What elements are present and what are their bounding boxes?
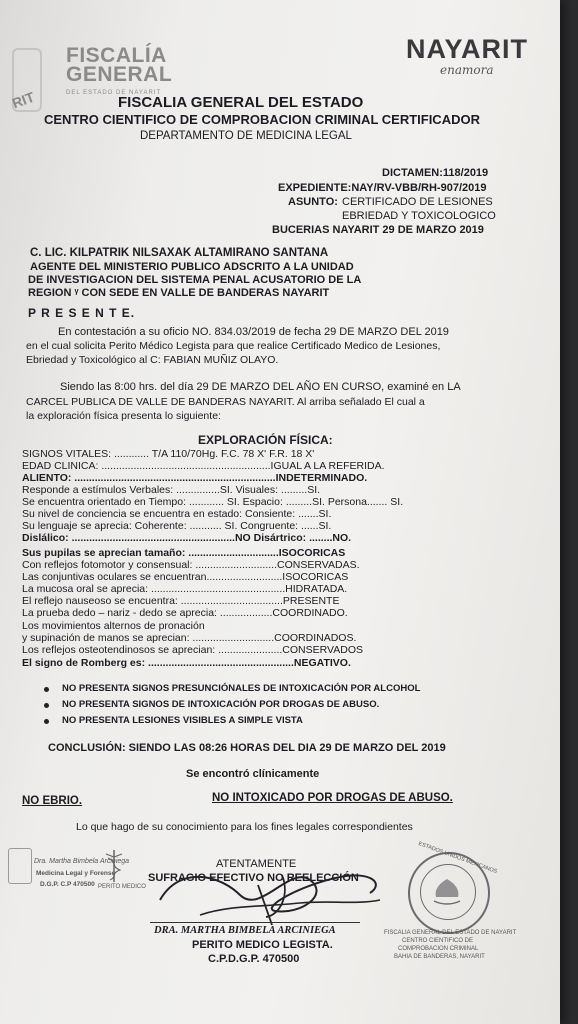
body-p1-line2: en el cual solicita Perito Médico Legista para que realice Certificado Medico de Lesiones, bbox=[26, 340, 441, 352]
exam-row: Los movimientos alternos de pronación bbox=[22, 620, 205, 632]
seal-text-3: COMPROBACION CRIMINAL bbox=[398, 946, 479, 952]
found-clinically: Se encontró clínicamente bbox=[186, 768, 320, 780]
exam-row: EDAD CLINICA: ..........................................................IGUAL A LA REFERIDA. bbox=[22, 460, 385, 472]
result-no-ebrio: NO EBRIO. bbox=[22, 795, 83, 807]
left-stamp-id: D.G.P. C.P 470500 bbox=[40, 881, 95, 888]
body-p1-line1: En contestación a su oficio NO. 834.03/2019 de fecha 29 DE MARZO DEL 2019 bbox=[58, 326, 449, 338]
exam-row: Con reflejos fotomotor y consensual: ............................CONSERVADAS. bbox=[22, 559, 360, 571]
body-p2-line2: CARCEL PUBLICA DE VALLE DE BANDERAS NAYARIT. Al arriba señalado El cual a bbox=[26, 396, 425, 408]
asunto-label: ASUNTO: bbox=[288, 196, 338, 208]
body-p1-line3: Ebriedad y Toxicológico al C: FABIAN MUÑIZ OLAYO. bbox=[26, 354, 279, 366]
place-date: BUCERIAS NAYARIT 29 DE MARZO 2019 bbox=[272, 224, 484, 236]
exam-row: Su lenguaje se aprecia: Coherente: ........... SI. Congruente: ......SI. bbox=[22, 520, 332, 532]
signer-title: PERITO MEDICO LEGISTA. bbox=[192, 939, 333, 951]
exam-row: Los reflejos osteotendinosos se aprecian: ......................CONSERVADOS bbox=[22, 644, 364, 656]
seal-text-1: FISCALIA GENERAL DEL ESTADO DE NAYARIT bbox=[384, 930, 517, 936]
exam-row: SIGNOS VITALES: ............ T/A 110/70Hg. F.C. 78 X' F.R. 18 X' bbox=[22, 448, 315, 460]
signer-name: DRA. MARTHA BIMBELA ARCINIEGA bbox=[154, 925, 336, 936]
exam-row: Su nivel de conciencia se encuentra en estado: Consiente: .......SI. bbox=[22, 508, 332, 520]
conclusion: CONCLUSIÓN: SIENDO LAS 08:26 HORAS DEL DIA 29 DE MARZO DEL 2019 bbox=[48, 742, 446, 754]
caduceus-icon bbox=[104, 850, 124, 882]
exam-row: y supinación de manos se aprecian: ............................COORDINADOS. bbox=[22, 632, 357, 644]
center-title: CENTRO CIENTIFICO DE COMPROBACION CRIMINAL CERTIFICADOR bbox=[44, 112, 480, 127]
motto: SUFRAGIO EFECTIVO NO REELECCIÓN bbox=[148, 872, 359, 884]
exam-row: La mucosa oral se aprecia: ..............................................HIDRATADA. bbox=[22, 583, 348, 595]
signature-line bbox=[150, 922, 360, 923]
bullet-icon bbox=[44, 719, 49, 724]
dictamen: DICTAMEN:118/2019 bbox=[382, 167, 489, 179]
expediente: EXPEDIENTE:NAY/RV-VBB/RH-907/2019 bbox=[278, 182, 487, 194]
exam-row: Responde a estímulos Verbales: ...............SI. Visuales: .........SI. bbox=[22, 484, 321, 496]
side-logo-text: RIT bbox=[9, 88, 37, 112]
bullet-icon bbox=[44, 687, 49, 692]
body-p2-line1: Siendo las 8:00 hrs. del día 29 DE MARZO DEL AÑO EN CURSO, examiné en LA bbox=[60, 381, 461, 393]
exam-row: ALIENTO: .....................................................................INDETERMINADO. bbox=[22, 472, 368, 484]
addressee-line1: C. LIC. KILPATRIK NILSAXAK ALTAMIRANO SANTANA bbox=[30, 247, 329, 259]
finding-item: NO PRESENTA SIGNOS PRESUNCIÓNALES DE INTOXICACIÓN POR ALCOHOL bbox=[62, 683, 421, 694]
exam-title: EXPLORACIÓN FÍSICA: bbox=[198, 433, 333, 447]
asunto-line2: EBRIEDAD Y TOXICOLOGICO bbox=[342, 210, 496, 222]
bullet-icon bbox=[44, 703, 49, 708]
finding-item: NO PRESENTA SIGNOS DE INTOXICACIÓN POR DROGAS DE ABUSO. bbox=[62, 699, 380, 710]
exam-row: El reflejo nauseoso se encuentra: ...................................PRESENTE bbox=[22, 595, 340, 607]
exam-row: Sus pupilas se aprecian tamaño: ...............................ISOCORICAS bbox=[22, 547, 346, 559]
addressee-line2: AGENTE DEL MINISTERIO PUBLICO ADSCRITO A LA UNIDAD bbox=[30, 261, 354, 273]
addressee-line3: DE INVESTIGACION DEL SISTEMA PENAL ACUSATORIO DE LA bbox=[28, 274, 362, 286]
result-no-intoxicado: NO INTOXICADO POR DROGAS DE ABUSO. bbox=[212, 792, 453, 804]
finding-item: NO PRESENTA LESIONES VISIBLES A SIMPLE VISTA bbox=[62, 715, 303, 726]
atentamente: ATENTAMENTE bbox=[216, 858, 297, 870]
exam-row: La prueba dedo – nariz - dedo se aprecia: ..................COORDINADO. bbox=[22, 607, 348, 619]
seal-ring-text: ESTADOS UNIDOS MEXICANOS bbox=[417, 840, 498, 876]
institution-title: FISCALIA GENERAL DEL ESTADO bbox=[118, 94, 364, 111]
asunto-line1: CERTIFICADO DE LESIONES bbox=[342, 196, 493, 208]
left-stamp-role: Medicina Legal y Forense bbox=[36, 870, 116, 877]
left-stamp-emblem bbox=[8, 848, 32, 884]
exam-row: Dislálico: ........................................................NO Disártrico: ........NO. bbox=[22, 532, 352, 544]
left-stamp-name: Dra. Martha Bimbela Arciniega bbox=[34, 858, 130, 865]
eagle-emblem-icon bbox=[428, 875, 466, 905]
presente: P R E S E N T E. bbox=[28, 306, 136, 320]
seal-text-2: CENTRO CIENTIFICO DE bbox=[402, 938, 474, 944]
exam-row: Se encuentra orientado en Tiempo: ............ SI. Espacio: .........SI. Persona....... SI. bbox=[22, 496, 404, 508]
exam-row: El signo de Romberg es: ..................................................NEGATIVO. bbox=[22, 657, 351, 669]
left-stamp-caption: PERITO MEDICO bbox=[98, 884, 146, 890]
signer-license: C.P.D.G.P. 470500 bbox=[208, 953, 300, 965]
addressee-line4: REGION ᵞ CON SEDE EN VALLE DE BANDERAS NAYARIT bbox=[28, 287, 330, 299]
fiscalia-logo-sub: DEL ESTADO DE NAYARIT bbox=[66, 90, 162, 96]
closing-line: Lo que hago de su conocimiento para los fines legales correspondientes bbox=[76, 821, 413, 833]
fiscalia-logo-line1: FISCALÍA bbox=[66, 44, 167, 67]
nayarit-tagline: enamora bbox=[440, 63, 494, 77]
seal-text-4: BAHIA DE BANDERAS, NAYARIT bbox=[394, 954, 485, 960]
exam-row: Las conjuntivas oculares se encuentran..........................ISOCORICAS bbox=[22, 571, 349, 583]
nayarit-brand: NAYARIT bbox=[406, 34, 529, 64]
fiscalia-logo-line2: GENERAL bbox=[66, 63, 173, 86]
body-p2-line3: la exploración física presenta lo siguiente: bbox=[26, 410, 221, 422]
department-title: DEPARTAMENTO DE MEDICINA LEGAL bbox=[140, 130, 352, 142]
